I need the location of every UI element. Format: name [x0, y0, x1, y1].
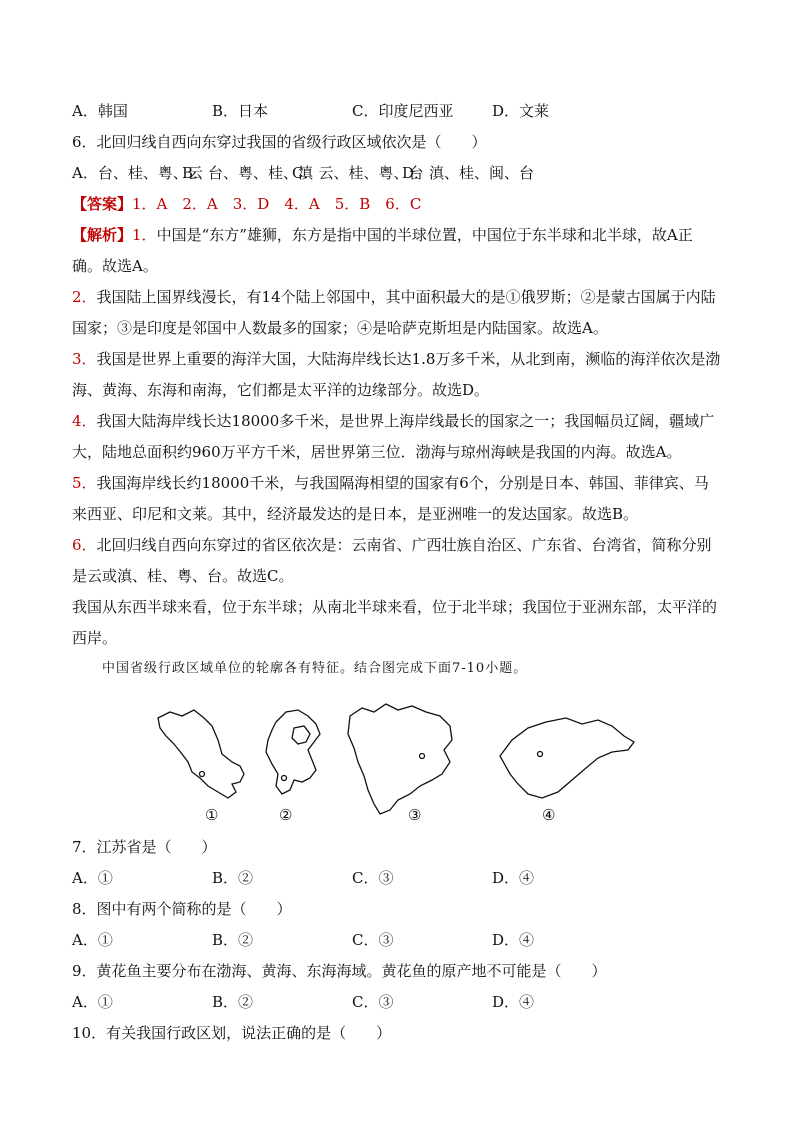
q7-options: [72, 863, 722, 894]
q8-stem: 8．图中有两个简称的是（ ）: [72, 900, 292, 918]
q9-option-a[interactable]: A．①: [72, 993, 113, 1011]
q10-stem: 10．有关我国行政区划，说法正确的是（ ）: [72, 1024, 392, 1042]
q6-option-a[interactable]: A．台、桂、粤、云: [72, 164, 203, 182]
analysis-p3: [72, 344, 722, 406]
analysis-tag: 【解析】: [72, 226, 133, 244]
analysis-p1-text: 中国是“东方”雄狮，东方是指中国的半球位置，中国位于东半球和北半球，故A正确。故选A。: [72, 226, 693, 275]
q8-option-a[interactable]: A．①: [72, 931, 113, 949]
province-outlines-svg: [72, 682, 722, 832]
analysis-p7: 我国从东西半球来看，位于东半球；从南北半球来看，位于北半球；我国位于亚洲东部，太平洋的西岸。: [72, 598, 718, 647]
q6-stem: 6．北回归线自西向东穿过我国的省级行政区域依次是（ ）: [72, 133, 487, 151]
q7-option-b[interactable]: B．②: [212, 869, 254, 887]
outline-4: [500, 718, 634, 798]
analysis-p1-num: 1．: [132, 226, 157, 244]
figure-label-4: ④: [542, 806, 556, 824]
q8-option-d[interactable]: D．④: [492, 931, 535, 949]
outline-2: [266, 710, 320, 794]
capital-dot-4: [538, 752, 543, 757]
outline-3: [348, 704, 452, 814]
document-page: [72, 96, 722, 1049]
analysis-p4-text: 我国大陆海岸线长达18000多千米，是世界上海岸线最长的国家之一；我国幅员辽阔，疆域广大，陆地总面积约960万平方千米，居世界第三位．渤海与琼州海峡是我国的内海。故选A。: [72, 412, 715, 461]
q5-options: [72, 96, 722, 127]
q6-option-d[interactable]: D．滇、桂、闽、台: [402, 164, 535, 182]
q7-option-c[interactable]: C．③: [352, 869, 394, 887]
q5-option-b[interactable]: B．日本: [212, 102, 269, 120]
q8-option-c[interactable]: C．③: [352, 931, 394, 949]
outline-1: [158, 710, 244, 798]
analysis-p6-num: 6．: [72, 536, 97, 554]
analysis-p6-text: 北回归线自西向东穿过的省区依次是：云南省、广西壮族自治区、广东省、台湾省，简称分别是云或滇、桂、粤、台。故选C。: [72, 536, 712, 585]
q9-option-b[interactable]: B．②: [212, 993, 254, 1011]
analysis-p5-num: 5．: [72, 474, 97, 492]
answer-text: 1．A 2．A 3．D 4．A 5．B 6．C: [132, 195, 422, 213]
figure-label-2: ②: [279, 806, 293, 824]
q8-option-b[interactable]: B．②: [212, 931, 254, 949]
q7-stem: 7．江苏省是（ ）: [72, 838, 217, 856]
analysis-p4-num: 4．: [72, 412, 97, 430]
analysis-p1: [72, 220, 722, 282]
q6-options: [72, 158, 722, 189]
capital-dot-1: [200, 772, 205, 777]
q6-option-c[interactable]: C．云、桂、粤、台: [292, 164, 424, 182]
capital-dot-2: [282, 776, 287, 781]
q5-option-a[interactable]: A．韩国: [72, 102, 128, 120]
capital-dot-3: [420, 754, 425, 759]
figure-label-1: ①: [205, 806, 219, 824]
figure-label-3: ③: [408, 806, 422, 824]
figure-caption: 中国省级行政区域单位的轮廓各有特征。结合图完成下面7-10小题。: [102, 661, 528, 676]
q8-options: [72, 925, 722, 956]
q7-option-a[interactable]: A．①: [72, 869, 113, 887]
analysis-p2-num: 2．: [72, 288, 97, 306]
answer-line: [72, 189, 722, 220]
q6-option-b[interactable]: B．台、粤、桂、滇: [182, 164, 314, 182]
analysis-p3-num: 3．: [72, 350, 97, 368]
q7-option-d[interactable]: D．④: [492, 869, 535, 887]
q9-stem: 9．黄花鱼主要分布在渤海、黄海、东海海域。黄花鱼的原产地不可能是（ ）: [72, 962, 607, 980]
analysis-p4: [72, 406, 722, 468]
outline-2b: [292, 726, 310, 744]
analysis-p2-text: 我国陆上国界线漫长，有14个陆上邻国中，其中面积最大的是①俄罗斯；②是蒙古国属于内陆国家；③是印度是邻国中人数最多的国家；④是哈萨克斯坦是内陆国家。故选A。: [72, 288, 716, 337]
province-outline-figure: [72, 682, 722, 832]
q5-option-c[interactable]: C．印度尼西亚: [352, 102, 454, 120]
q9-options: [72, 987, 722, 1018]
q9-option-c[interactable]: C．③: [352, 993, 394, 1011]
analysis-p5-text: 我国海岸线长约18000千米，与我国隔海相望的国家有6个，分别是日本、韩国、菲律宾、马来西亚、印尼和文莱。其中，经济最发达的是日本，是亚洲唯一的发达国家。故选B。: [72, 474, 709, 523]
q5-option-d[interactable]: D．文莱: [492, 102, 550, 120]
answer-tag: 【答案】: [72, 195, 133, 213]
analysis-p2: [72, 282, 722, 344]
analysis-p5: [72, 468, 722, 530]
analysis-p6: [72, 530, 722, 592]
analysis-p3-text: 我国是世界上重要的海洋大国，大陆海岸线长达1.8万多千米，从北到南，濒临的海洋依次是渤海、黄海、东海和南海，它们都是太平洋的边缘部分。故选D。: [72, 350, 721, 399]
q9-option-d[interactable]: D．④: [492, 993, 535, 1011]
